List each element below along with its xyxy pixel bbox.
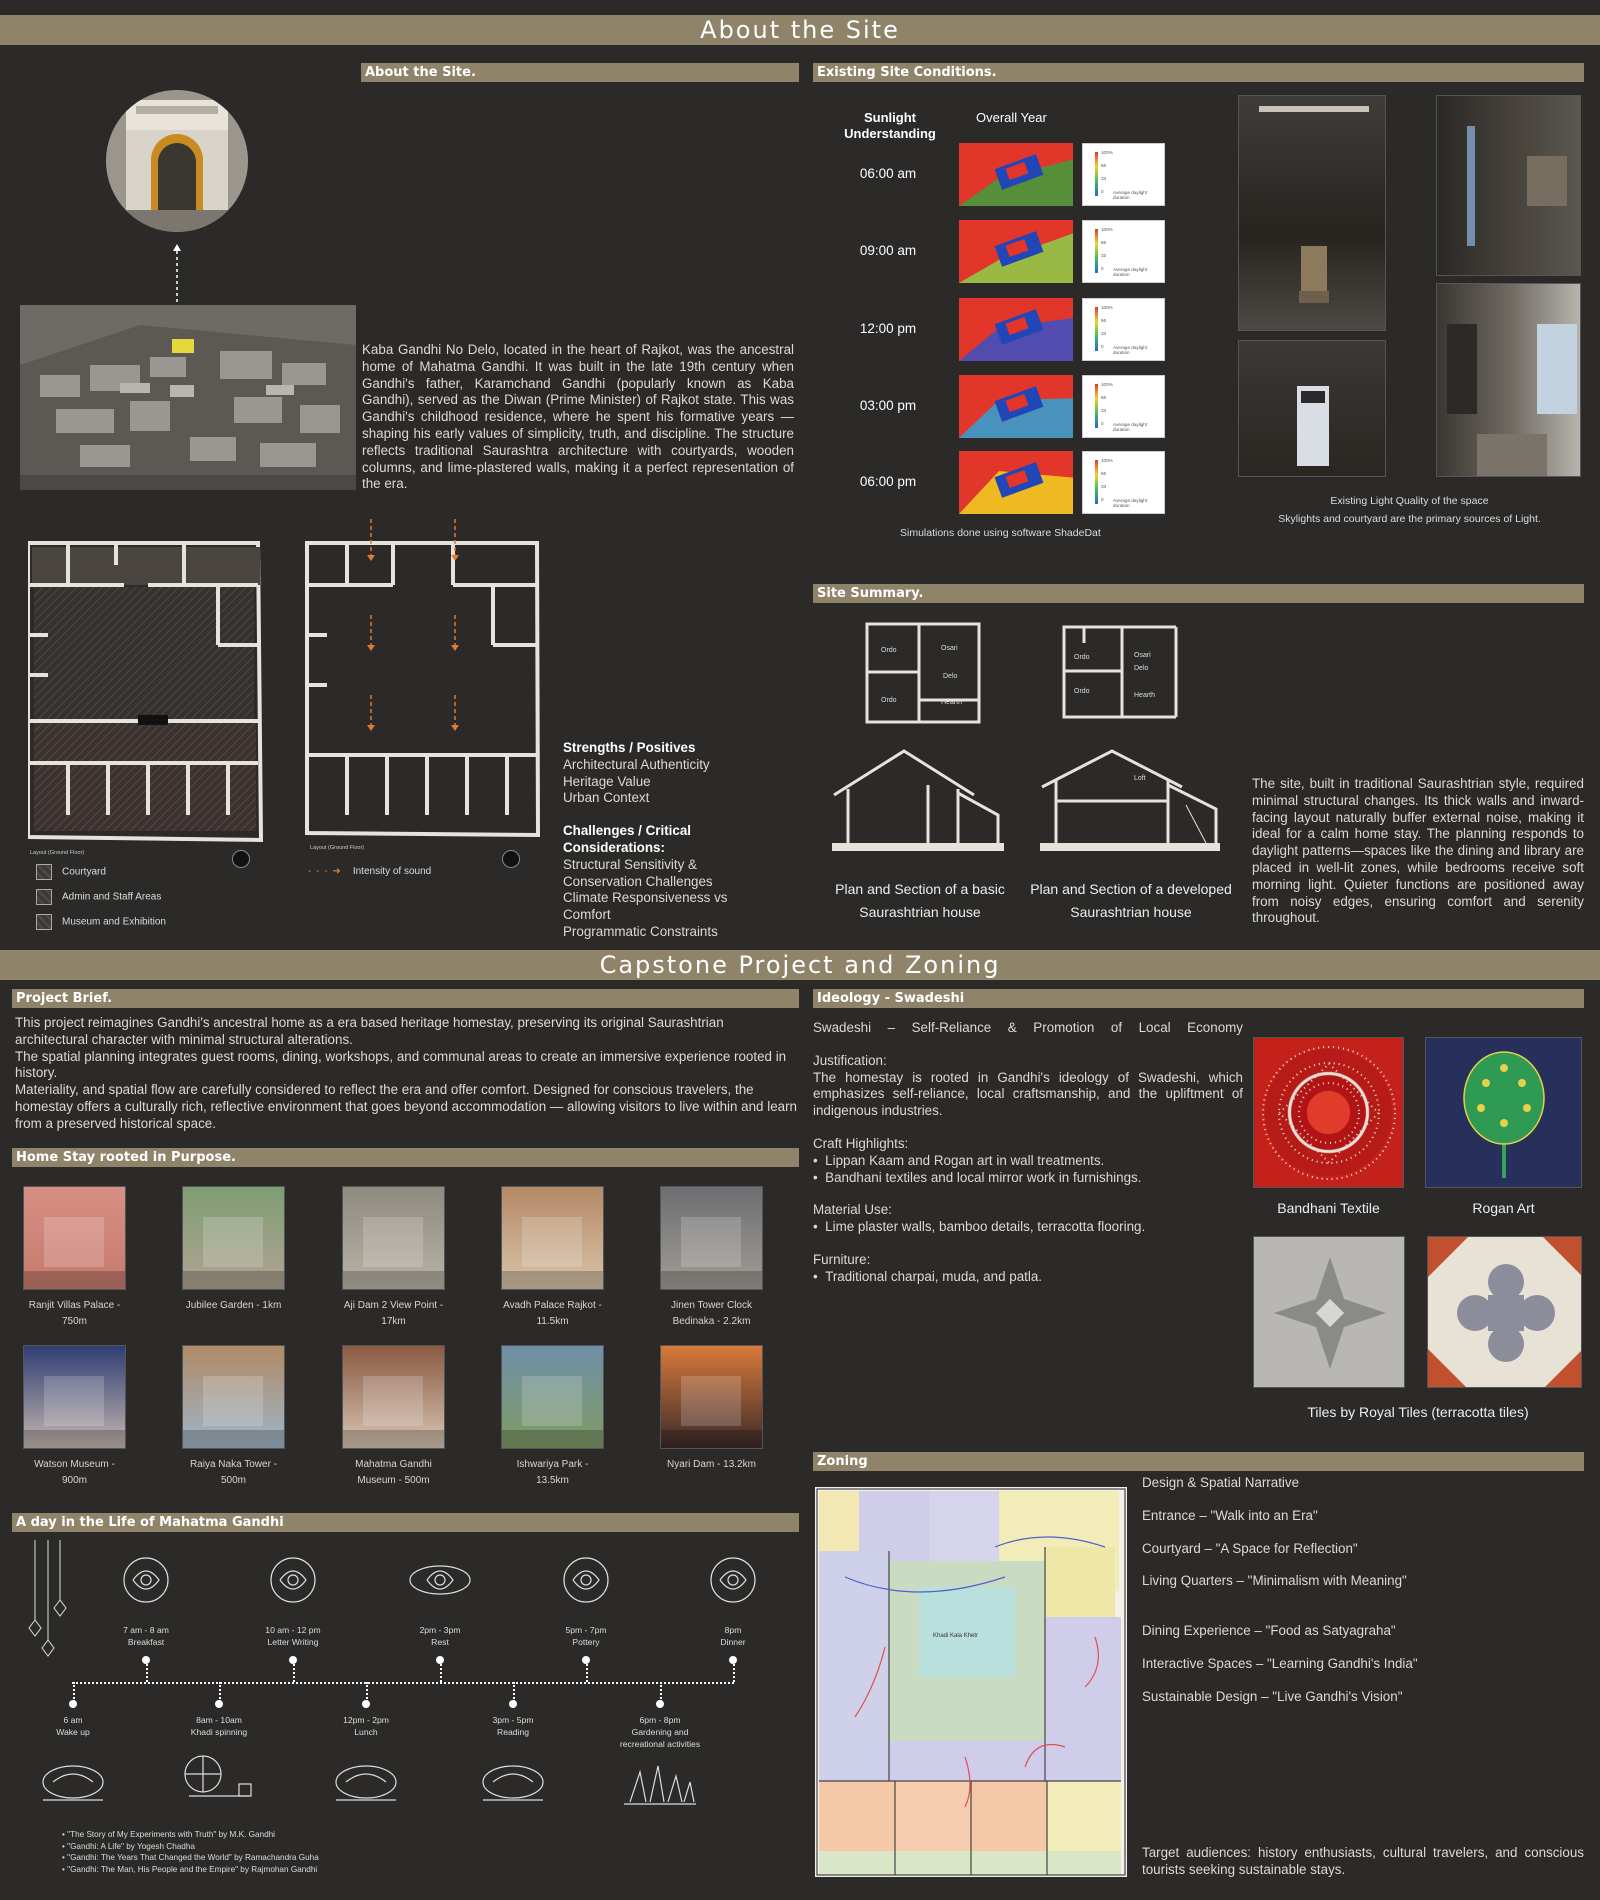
tile-image-1 [1253,1236,1405,1388]
place-photo [501,1345,604,1449]
scale-tick: 100% [1101,150,1113,155]
time-label: 12:00 pm [859,321,917,336]
room-label: Osari [941,645,958,652]
activity-label: 2pm - 3pm Rest [419,1625,461,1647]
gardening-icon [620,1752,700,1807]
place-name: Aji Dam 2 View Point - [343,1300,444,1311]
interior-photo-2 [1436,95,1581,276]
tile-image-2 [1427,1236,1582,1388]
simulation-note: Simulations done using software ShadeDat [900,527,1101,539]
scale-tick: 66 [1101,471,1107,476]
challenge-item: Climate Responsiveness vs Comfort [563,890,728,923]
scale-caption: Average daylight duration [1113,345,1148,355]
timeline-line [72,1682,734,1684]
timeline-dot [436,1656,444,1664]
basic-house-section [828,745,1008,855]
light-caption-1: Existing Light Quality of the space [1330,495,1489,507]
gradient-bar [1095,384,1098,428]
scale-tick: 100% [1101,458,1113,463]
place-caption [8,1457,141,1489]
hanging-lamps-icon [20,1540,80,1660]
scale-tick: 0 [1101,421,1104,426]
timeline-stem [219,1682,221,1702]
sunlight-col-title: Sunlight Understanding [844,110,936,141]
scale-legend [1082,451,1165,514]
reading-icon [473,1752,553,1807]
place-name: Avadh Palace Rajkot - [503,1300,602,1311]
place-name: Jubilee Garden - 1km [185,1300,282,1311]
legend-item: Museum and Exhibition [36,914,166,930]
zoning-item: Interactive Spaces – "Learning Gandhi's India" [1142,1655,1418,1671]
gradient-bar [1095,152,1098,196]
scale-caption: Average daylight duration [1113,267,1148,277]
activity-label: 8pm Dinner [720,1625,746,1647]
scale-tick: 100% [1101,227,1113,232]
activity-label: 10 am - 12 pm Letter Writing [265,1625,321,1647]
scale-tick: 33 [1101,484,1107,489]
place-photo [23,1345,126,1449]
reference-item: • "Gandhi: The Years That Changed the World" by Ramachandra Guha [62,1853,319,1862]
activity-label: 6 am Wake up [56,1715,90,1737]
place-name: Nyari Dam - 13.2km [667,1459,756,1470]
place-name: Mahatma Gandhi [355,1459,432,1470]
zoning-item: Courtyard – "A Space for Reflection" [1142,1540,1358,1556]
plan-legend [36,864,166,939]
developed-house-plan [1060,623,1180,721]
timeline-stem [73,1682,75,1702]
activity-label: 7 am - 8 am Breakfast [123,1625,169,1647]
zoning-plan [815,1487,1127,1877]
place-photo [182,1186,285,1290]
breakfast-icon [111,1550,181,1610]
strengths-title: Strengths / Positives [563,740,696,755]
furniture-item: • Traditional charpai, muda, and patla. [813,1268,1042,1284]
section-banner-capstone [0,950,1600,980]
ideology-text [813,1020,1243,1286]
place-photo [660,1186,763,1290]
scale-caption: Average daylight duration [1113,422,1148,432]
place-name: Ranjit Villas Palace - [28,1300,121,1311]
scale-caption: Average daylight duration [1113,498,1148,508]
place-caption [327,1298,460,1330]
craft-item: • Bandhani textiles and local mirror work in furnishings. [813,1169,1142,1185]
gradient-bar [1095,229,1098,273]
timeline-dot [289,1656,297,1664]
challenges-title: Challenges / Critical Considerations: [563,823,691,855]
loft-label: Loft [1134,775,1146,782]
place-distance: 11.5km [536,1316,569,1327]
gate-photo [106,90,248,232]
legend-swatch [36,889,52,905]
place-distance: Bedinaka - 2.2km [672,1316,751,1327]
timeline-dot [362,1700,370,1708]
place-name: Watson Museum - [34,1459,115,1470]
legend-swatch [36,914,52,930]
timeline-stem [146,1664,148,1682]
place-distance: 17km [381,1316,406,1327]
place-caption [167,1298,300,1314]
basic-house-plan [863,620,983,726]
north-icon [502,850,520,868]
plan-layout-label-2: Layout (Ground Floor) [310,845,365,851]
activity-label: 3pm - 5pm Reading [492,1715,534,1737]
legend-item: Admin and Staff Areas [36,889,166,905]
bandhani-textile-image [1253,1037,1404,1188]
timeline-stem [293,1664,295,1682]
scale-tick: 66 [1101,163,1107,168]
bandhani-caption: Bandhani Textile [1277,1200,1380,1216]
scale-tick: 0 [1101,497,1104,502]
room-label: Delo [1134,665,1149,672]
strengths-block [563,740,773,941]
sun-simulation-image [959,298,1073,361]
reference-item: • "Gandhi: A Life" by Yogesh Chadha [62,1841,195,1851]
scale-tick: 66 [1101,395,1107,400]
tiles-caption: Tiles by Royal Tiles (terracotta tiles) [1307,1404,1529,1420]
place-photo [182,1345,285,1449]
place-name: Jinen Tower Clock [671,1300,752,1311]
about-paragraph: Kaba Gandhi No Delo, located in the heart of Rajkot, was the ancestral home of Mahatma Gandhi. It was built in the late 19th century when Gandhi's father, Karamchand Gandhi (popularly known as Kaba Gandhi), served as the Diwan (Prime Minister) of Rajkot state. This was Gandhi's childhood residence, where he spent his formative years — shaping his early values of simplicity, truth, and discipline. The structure reflects traditional Saurashtra architecture with courtyards, wooden columns, and lime-plastered walls, making it a perfect representation of the era. [362,342,794,492]
room-label: Hearth [1134,692,1156,699]
scale-legend [1082,298,1165,361]
justification-text: The homestay is rooted in Gandhi's ideology of Swadeshi, which emphasizes self-reliance, local craftsmanship, and the upliftment of indigenous industries. [813,1069,1243,1119]
brief-p1: This project reimagines Gandhi's ancestral home as a era based heritage homestay, preserving its original Saurashtrian architectural character with minimal structural alterations. [15,1015,724,1047]
strength-item: Urban Context [563,790,650,806]
about-heading: About the Site. [361,63,799,82]
timeline-stem [513,1682,515,1702]
brief-p3: Materiality, and spatial flow are carefully considered to reflect the era and offer comfort. Designed for conscious travelers, the homestay offers a culturally rich, reflective environment that goes beyond accommodation — allowing visitors to live within and learn from a preserved historical space. [15,1082,797,1131]
strength-item: Architectural Authenticity [563,756,710,772]
sun-simulation-image [959,220,1073,283]
section-banner-about [0,15,1600,45]
activity-label: 12pm - 2pm Lunch [343,1715,389,1737]
timeline-stem [733,1664,735,1682]
plan-label: Khadi Kala Khetr [933,1633,979,1639]
timeline-dot [582,1656,590,1664]
place-name: Raiya Naka Tower - [189,1459,278,1470]
scale-tick: 0 [1101,266,1104,271]
floor-plan-zoning [28,525,268,845]
place-distance: 750m [61,1316,87,1327]
place-photo [342,1186,445,1290]
place-distance: Museum - 500m [357,1475,430,1486]
developed-house-section [1036,745,1226,855]
light-caption-2: Skylights and courtyard are the primary sources of Light. [1278,513,1541,525]
interior-photo-4 [1436,283,1581,477]
place-caption [167,1457,300,1489]
developed-house-caption: Plan and Section of a developed Saurashtrian house [1030,881,1232,920]
reference-item: • "The Story of My Experiments with Truth" by M.K. Gandhi [62,1830,276,1839]
room-label: Ordo [881,697,897,704]
timeline-stem [586,1664,588,1682]
timeline-dot [656,1700,664,1708]
zoning-list [1142,1475,1582,1706]
strength-item: Heritage Value [563,773,651,789]
basic-house-caption: Plan and Section of a basic Saurashtrian house [835,881,1005,920]
craft-title: Craft Highlights: [813,1135,909,1151]
room-label: Ordo [1074,688,1090,695]
timeline-dot [509,1700,517,1708]
letter-writing-icon [258,1550,328,1610]
zoning-item: Dining Experience – "Food as Satyagraha" [1142,1623,1396,1639]
scale-tick: 100% [1101,305,1113,310]
timeline-dot [729,1656,737,1664]
place-distance: 13.5km [536,1475,569,1486]
scale-tick: 33 [1101,408,1107,413]
zoning-item: Entrance – "Walk into an Era" [1142,1507,1318,1523]
timeline-dot [142,1656,150,1664]
place-photo [501,1186,604,1290]
time-label: 06:00 am [859,166,917,181]
material-item: • Lime plaster walls, bamboo details, terracotta flooring. [813,1219,1146,1235]
summary-paragraph: The site, built in traditional Saurashtrian style, required minimal structural changes. Its thick walls and inward-facing layout naturally buffer external noise, making it ideal for a calm home stay. The planning responds to daylight patterns—spaces like the dining and library are placed in well-lit zones, while bedrooms receive soft morning light. Quieter functions are positioned away from noisy edges, ensuring comfort and serenity throughout. [1252,776,1584,926]
scale-tick: 0 [1101,189,1104,194]
zoning-item: Sustainable Design – "Live Gandhi's Vision" [1142,1688,1403,1704]
scale-legend [1082,220,1165,283]
room-label: Hearth [941,699,963,706]
timeline-stem [660,1682,662,1702]
scale-tick: 66 [1101,318,1107,323]
rest-icon [405,1550,475,1610]
legend-swatch [36,864,52,880]
north-icon [232,850,250,868]
homestay-heading: Home Stay rooted in Purpose. [12,1148,799,1167]
orange-arrow-icon: - - - ➜ [308,866,342,877]
justification-title: Justification: [813,1052,887,1068]
room-label: Ordo [881,647,897,654]
timeline-dot [69,1700,77,1708]
sun-simulation-image [959,143,1073,206]
room-label: Ordo [1074,654,1090,661]
activity-label: 8am - 10am Khadi spinning [190,1715,248,1737]
wake-up-icon [33,1752,113,1807]
place-distance: 500m [220,1475,246,1486]
place-distance: 900m [61,1475,87,1486]
rogan-art-image [1425,1037,1582,1188]
timeline-stem [440,1664,442,1682]
dinner-icon [698,1550,768,1610]
place-caption [486,1457,619,1489]
scale-tick: 33 [1101,331,1107,336]
pottery-icon [551,1550,621,1610]
section-title: Capstone Project and Zoning [599,951,1001,979]
plan-layout-label-1: Layout (Ground Floor) [30,850,85,856]
place-caption [645,1298,778,1330]
place-caption [327,1457,460,1489]
scale-tick: 33 [1101,176,1107,181]
sun-simulation-image [959,375,1073,438]
massing-model-image [20,305,356,490]
timeline-dot [215,1700,223,1708]
gradient-bar [1095,307,1098,351]
scale-legend [1082,143,1165,206]
scale-tick: 0 [1101,344,1104,349]
sun-simulation-image [959,451,1073,514]
scale-tick: 66 [1101,240,1107,245]
brief-text [15,1015,797,1133]
gradient-bar [1095,460,1098,504]
overall-year-title: Overall Year [976,110,1047,125]
scale-caption: Average daylight duration [1113,190,1148,200]
swadeshi-line: Swadeshi – Self-Reliance & Promotion of Local Economy [813,1020,1243,1035]
time-label: 06:00 pm [859,474,917,489]
room-label: Delo [943,673,958,680]
day-heading: A day in the Life of Mahatma Gandhi [12,1513,799,1532]
legend-item: Courtyard [36,864,166,880]
timeline-stem [366,1682,368,1702]
summary-heading: Site Summary. [813,584,1584,603]
ideology-heading: Ideology - Swadeshi [813,989,1584,1008]
place-photo [23,1186,126,1290]
scale-tick: 33 [1101,253,1107,258]
craft-item: • Lippan Kaam and Rogan art in wall treatments. [813,1152,1105,1168]
target-audience: Target audiences: history enthusiasts, cultural travelers, and conscious tourists seeking sustainable stays. [1142,1845,1584,1877]
existing-heading: Existing Site Conditions. [813,63,1584,82]
sound-legend: - - - ➜ Intensity of sound [308,866,432,877]
material-title: Material Use: [813,1202,892,1218]
challenge-item: Programmatic Constraints [563,923,718,939]
references-list [62,1829,319,1875]
scale-tick: 100% [1101,382,1113,387]
place-caption [486,1298,619,1330]
furniture-title: Furniture: [813,1251,871,1267]
scale-legend [1082,375,1165,438]
zoning-heading: Zoning [813,1452,1584,1471]
place-caption [8,1298,141,1330]
time-label: 03:00 pm [859,398,917,413]
place-photo [342,1345,445,1449]
challenge-item: Structural Sensitivity & Conservation Challenges [563,856,713,889]
section-title: About the Site [700,16,900,44]
time-label: 09:00 am [859,243,917,258]
lunch-icon [326,1752,406,1807]
activity-label: 5pm - 7pm Pottery [565,1625,607,1647]
place-name: Ishwariya Park - [516,1459,589,1470]
reference-item: • "Gandhi: The Man, His People and the Empire" by Rajmohan Gandhi [62,1864,318,1874]
activity-label: 6pm - 8pm Gardening and recreational activities [619,1715,701,1749]
place-photo [660,1345,763,1449]
brief-p2: The spatial planning integrates guest rooms, dining, workshops, and communal areas to create an immersive experience rooted in history. [15,1048,787,1081]
zoning-item: Design & Spatial Narrative [1142,1475,1300,1490]
floor-plan-sound [303,515,543,845]
spinning-wheel-icon [179,1752,259,1807]
interior-photo-1 [1238,95,1386,331]
rogan-caption: Rogan Art [1472,1200,1535,1216]
brief-heading: Project Brief. [12,989,799,1008]
place-caption [645,1457,778,1473]
interior-photo-3 [1238,340,1386,477]
zoning-item: Living Quarters – "Minimalism with Meaning" [1142,1573,1407,1589]
room-label: Osari [1134,652,1151,659]
